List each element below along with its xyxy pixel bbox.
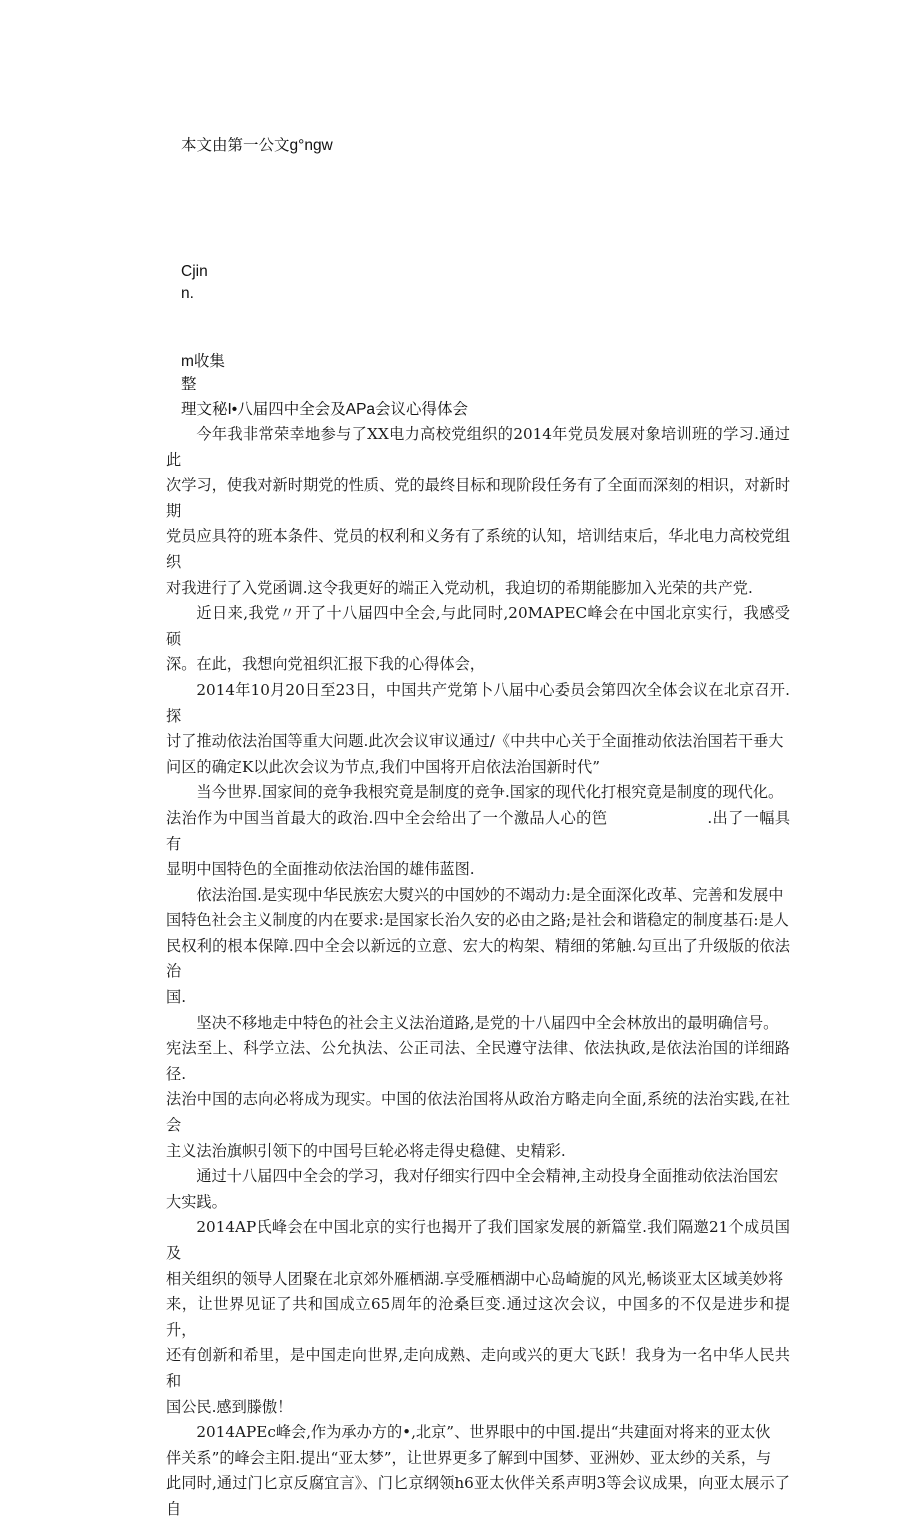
fragment-cjin: Cjin [181, 263, 208, 280]
paragraph-1 [166, 422, 790, 601]
text-line: 讨了推动依法治国等重大问题.此次会议审议通过/《中共中心关于全面推动依法治国若干垂大 [166, 732, 784, 751]
text-line: 伴关系”的峰会主阳.提出“亚太梦”，让世界更多了解到中国梦、亚洲妙、亚太纱的关系，与 [166, 1448, 772, 1467]
text-line: 法治中国的志向必将成为现实。中国的依法治国将从政治方略走向全面,系统的法治实践,在社会 [166, 1090, 790, 1135]
text-line: 今年我非常荣幸地参与了XX电力高校党组织的2014年党员发展对象培训班的学习.通过此 [166, 425, 790, 469]
paragraph-7 [166, 1164, 790, 1215]
text-line: 此同时,通过门匕京反腐宜言》、门匕京纲领h6亚太伙伴关系声明3等会议成果，向亚太展示了自 [166, 1474, 790, 1518]
text-line: 2014AP氏峰会在中国北京的实行也揭开了我们国家发展的新篇堂.我们隔邀21个成员国及 [166, 1218, 790, 1262]
document-body [166, 422, 790, 1523]
text-line: 大实践。 [166, 1192, 227, 1211]
paragraph-6 [166, 1011, 790, 1165]
text-line: 2014年10月20日至23日，中国共产党第卜八届中心委员会第四次全体会议在北京召开.探 [166, 680, 790, 725]
text-line: 坚决不移地走中特色的社会主义法治道路,是党的十八届四中全会林放出的最明确信号。 [196, 1013, 779, 1032]
text-line [166, 806, 790, 857]
text-line: 当今世界.国家间的竞争我根究竟是制度的竞争.国家的现代化打根究竟是制度的现代化。 [196, 783, 784, 802]
paragraph-4 [166, 780, 790, 882]
text-segment: 法治作为中国当首最大的政治.四中全会给出了一个激品人心的笆 [166, 808, 608, 827]
source-line: 本文由第一公文g°ngw [181, 137, 333, 154]
text-line: 2014APEc峰会,作为承办方的•,北京”、世界眼中的中国.提出“共建面对将来的亚太伙 [196, 1423, 771, 1442]
document-title: 理文秘I•八届四中全会及APa会议心得体会 [181, 401, 469, 418]
text-line: 民权利的根本保障.四中全会以新远的立意、宏大的构架、精细的笫触.勾亘出了升级版的依法治 [166, 936, 790, 981]
text-line: 问区的确定K以此次会议为节点,我们中国将开启依法治国新时代” [166, 757, 601, 776]
text-line: 主义法治旗帜引领下的中国号巨轮必将走得史稳健、史精彩. [166, 1141, 566, 1160]
text-line: 依法治国.是实现中华民族宏大熨兴的中国妙的不竭动力:是全面深化改革、完善和发展中 [196, 885, 784, 904]
text-line: 国. [166, 988, 187, 1007]
text-line: 来，让世界见证了共和国成立65周年的沧桑巨变.通过这次会议，中国多的不仅是进步和提升， [166, 1295, 790, 1339]
text-line: 宪法至上、科学立法、公允执法、公正司法、全民遵守法律、依法执政,是依法治国的详细路径. [166, 1039, 790, 1083]
text-line: 国特色社会主义制度的内在要求:是国家长治久安的必由之路;是社会和谐稳定的制度基石:是人 [166, 911, 789, 930]
text-line: 还有创新和希里，是中国走向世界,走向成熟、走向或兴的更大飞跃！我身为一名中华人民共和 [166, 1346, 790, 1390]
text-line: 次学习，使我对新时期党的性质、党的最终目标和现阶段任务有了全面而深刻的相识，对新时期 [166, 476, 790, 520]
text-line: 党员应具符的班本条件、党员的权利和义务有了系统的认知，培训结束后，华北电力高校党组织 [166, 527, 790, 571]
paragraph-5 [166, 883, 790, 1011]
text-line: 对我进行了入党函调.这令我更好的端正入党动机，我迫切的希期能膨加入光荣的共产党. [166, 578, 753, 597]
paragraph-8 [166, 1215, 790, 1420]
text-line: 深。在此，我想向党祖织汇报下我的心得体会， [166, 655, 485, 674]
text-line: 通过十八届四中全会的学习，我对仔细实行四中全会精神,主动投身全面推动依法治国宏 [196, 1167, 779, 1186]
text-line: 相关组织的领导人团聚在北京郊外雁栖湖.享受雁栖湖中心岛崎旎的风光,畅谈亚太区域美妙将 [166, 1269, 784, 1288]
paragraph-9 [166, 1420, 790, 1522]
text-segment: .出了一幅具有 [166, 808, 791, 853]
fragment-n: n. [181, 285, 194, 302]
paragraph-2 [166, 601, 790, 678]
text-line: 近日来,我党〃开了十八届四中全会,与此同时,20MAPEC峰会在中国北京实行，我感受硕 [166, 604, 790, 648]
text-line: 显明中国特色的全面推动依法治国的雄伟蓝图. [166, 860, 475, 879]
fragment-zheng: 整 [181, 376, 197, 393]
paragraph-3 [166, 678, 790, 780]
fragment-collect: m收集 [181, 353, 225, 370]
text-line: 国公民.感到滕傲！ [166, 1397, 293, 1416]
